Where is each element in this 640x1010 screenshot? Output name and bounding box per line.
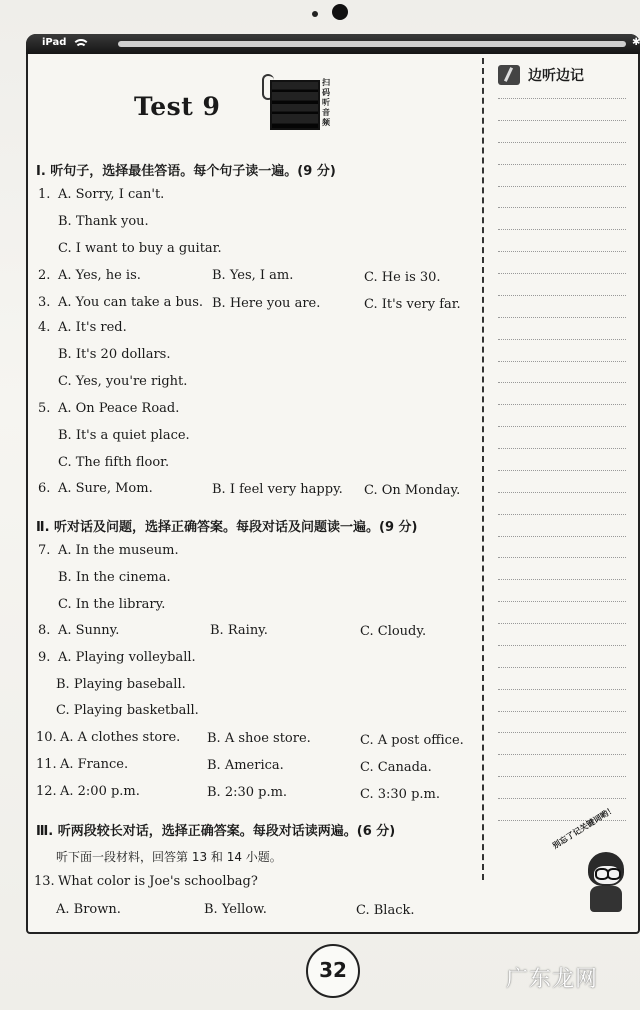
question-number: 9. xyxy=(38,650,51,665)
note-line xyxy=(498,295,626,296)
note-line xyxy=(498,142,626,143)
option-c: C. Playing basketball. xyxy=(56,703,199,718)
note-line xyxy=(498,382,626,383)
title-row xyxy=(134,78,364,140)
sensor-dot xyxy=(312,11,318,17)
note-line xyxy=(498,557,626,558)
option-a: A. France. xyxy=(60,757,129,772)
question-number: 6. xyxy=(38,481,51,496)
option-b: B. Yes, I am. xyxy=(212,268,294,283)
note-line xyxy=(498,689,626,690)
option-c: C. A post office. xyxy=(360,733,464,748)
option-a: A. In the museum. xyxy=(58,543,179,558)
option-c: C. I want to buy a guitar. xyxy=(58,241,222,256)
note-line xyxy=(498,448,626,449)
option-a: A. It's red. xyxy=(58,320,127,335)
note-line xyxy=(498,492,626,493)
question-number: 10. xyxy=(36,730,57,745)
column-divider xyxy=(482,58,484,880)
note-line xyxy=(498,820,626,821)
option-a: A. Yes, he is. xyxy=(58,268,141,283)
note-line xyxy=(498,251,626,252)
note-line xyxy=(498,361,626,362)
note-line xyxy=(498,339,626,340)
option-b: B. Yellow. xyxy=(204,902,267,917)
note-line xyxy=(498,164,626,165)
note-line xyxy=(498,754,626,755)
sidebar-header xyxy=(498,63,628,87)
note-line xyxy=(498,426,626,427)
note-line xyxy=(498,186,626,187)
option-b: B. Here you are. xyxy=(212,296,321,311)
note-line xyxy=(498,601,626,602)
note-line xyxy=(498,536,626,537)
note-line xyxy=(498,470,626,471)
mascot-speech: 别忘了记关键词哟！ xyxy=(551,804,617,851)
option-c: C. In the library. xyxy=(58,597,166,612)
note-line xyxy=(498,579,626,580)
option-a: A. Sorry, I can't. xyxy=(58,187,165,202)
loading-progress-bar xyxy=(118,41,626,47)
option-b: B. It's 20 dollars. xyxy=(58,347,171,362)
carrier-label: iPad xyxy=(42,37,67,48)
section-heading-2: Ⅱ. 听对话及问题，选择正确答案。每段对话及问题读一遍。(9 分) xyxy=(36,520,418,535)
option-b: B. In the cinema. xyxy=(58,570,171,585)
note-line xyxy=(498,98,626,99)
option-b: B. Playing baseball. xyxy=(56,677,186,692)
section-heading-1: Ⅰ. 听句子，选择最佳答语。每个句子读一遍。(9 分) xyxy=(36,164,336,179)
section-instruction: 听下面一段材料，回答第 13 和 14 小题。 xyxy=(56,850,282,864)
note-line xyxy=(498,317,626,318)
option-b: B. 2:30 p.m. xyxy=(207,785,288,800)
option-b: B. I feel very happy. xyxy=(212,482,343,497)
option-b: B. Thank you. xyxy=(58,214,149,229)
option-a: A. Sure, Mom. xyxy=(58,481,153,496)
question-number: 2. xyxy=(38,268,51,283)
note-line xyxy=(498,207,626,208)
wifi-icon xyxy=(74,39,88,49)
note-line xyxy=(498,229,626,230)
note-line xyxy=(498,732,626,733)
option-c: C. Canada. xyxy=(360,760,432,775)
note-line xyxy=(498,404,626,405)
bluetooth-icon: ✱ xyxy=(632,37,640,48)
watermark: 广东龙网 xyxy=(506,967,599,992)
option-a: A. Sunny. xyxy=(58,623,120,638)
option-a: A. Playing volleyball. xyxy=(58,650,196,665)
camera-dot xyxy=(332,4,348,20)
option-c: C. 3:30 p.m. xyxy=(360,787,440,802)
note-line xyxy=(498,645,626,646)
notebook-icon xyxy=(498,65,520,85)
option-c: C. Black. xyxy=(356,903,415,918)
option-a: A. You can take a bus. xyxy=(58,295,204,310)
option-a: A. On Peace Road. xyxy=(58,401,180,416)
question-number: 4. xyxy=(38,320,51,335)
question-number: 12. xyxy=(36,784,57,799)
question-number: 5. xyxy=(38,401,51,416)
option-b: B. America. xyxy=(207,758,284,773)
mascot-body xyxy=(590,886,622,912)
option-b: B. Rainy. xyxy=(210,623,268,638)
option-c: C. The fifth floor. xyxy=(58,455,170,470)
option-c: C. Cloudy. xyxy=(360,624,427,639)
question-number: 13. xyxy=(34,874,55,889)
glasses-icon xyxy=(607,868,621,880)
qr-code-icon[interactable] xyxy=(270,80,320,130)
question-number: 3. xyxy=(38,295,51,310)
option-c: C. Yes, you're right. xyxy=(58,374,188,389)
note-line xyxy=(498,711,626,712)
option-c: C. It's very far. xyxy=(364,297,461,312)
option-a: A. A clothes store. xyxy=(60,730,181,745)
option-b: B. A shoe store. xyxy=(207,731,311,746)
qr-label: 扫码听音频 xyxy=(322,78,330,127)
question-number: 11. xyxy=(36,757,57,772)
note-line xyxy=(498,514,626,515)
section-heading-3: Ⅲ. 听两段较长对话，选择正确答案。每段对话读两遍。(6 分) xyxy=(36,824,396,839)
mascot-illustration xyxy=(551,804,636,918)
page-title: Test 9 xyxy=(134,92,221,121)
status-bar xyxy=(26,34,640,54)
question-number: 7. xyxy=(38,543,51,558)
note-line xyxy=(498,120,626,121)
option-c: C. On Monday. xyxy=(364,483,461,498)
note-line xyxy=(498,273,626,274)
note-line xyxy=(498,798,626,799)
question-stem: What color is Joe's schoolbag? xyxy=(58,874,258,889)
question-number: 8. xyxy=(38,623,51,638)
option-b: B. It's a quiet place. xyxy=(58,428,190,443)
sidebar-title: 边听边记 xyxy=(528,68,584,84)
option-c: C. He is 30. xyxy=(364,270,441,285)
note-line xyxy=(498,667,626,668)
page-number: 32 xyxy=(306,944,360,998)
note-line xyxy=(498,776,626,777)
option-a: A. Brown. xyxy=(56,902,121,917)
question-number: 1. xyxy=(38,187,51,202)
option-a: A. 2:00 p.m. xyxy=(60,784,140,799)
note-line xyxy=(498,623,626,624)
